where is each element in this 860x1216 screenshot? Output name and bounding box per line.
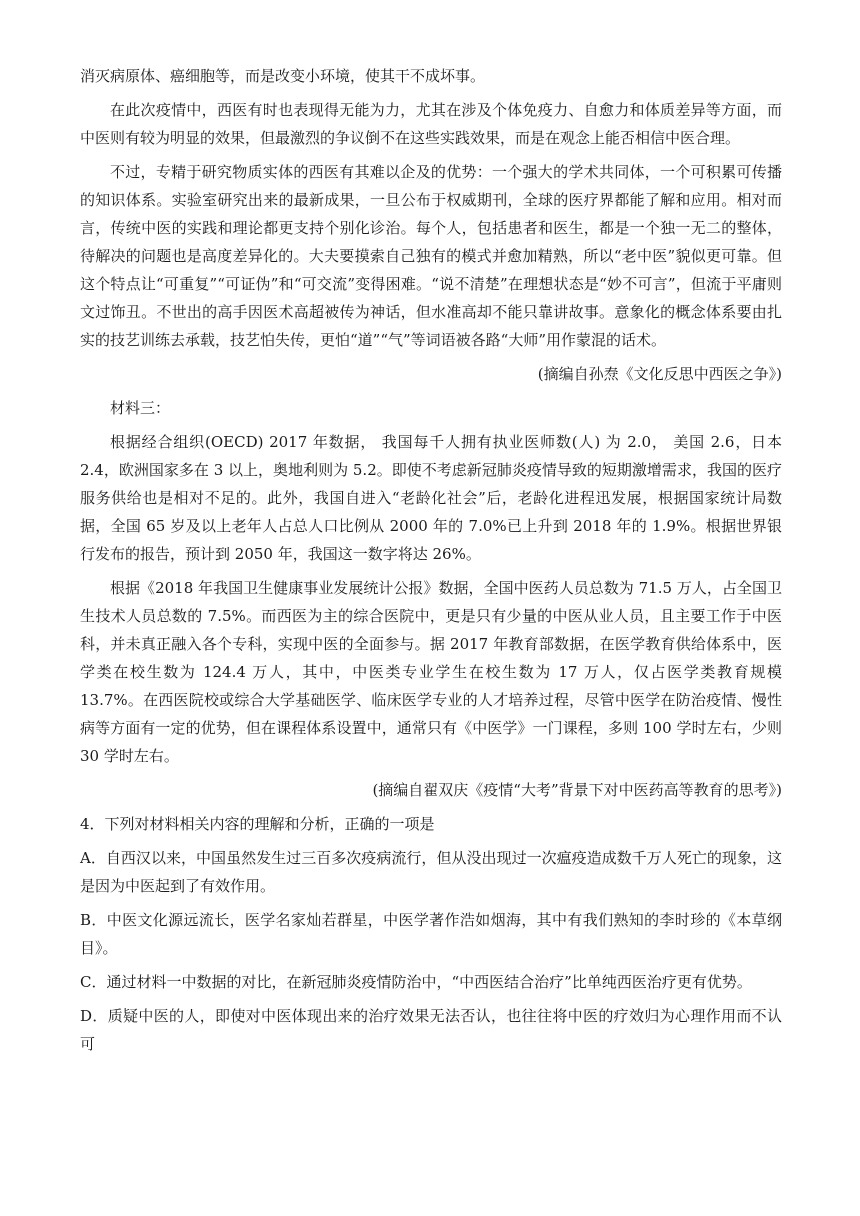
option-c: C．通过材料一中数据的对比，在新冠肺炎疫情防治中，“中西医结合治疗”比单纯西医治疗更有优势。 [80, 973, 752, 991]
paragraph-western-medicine: 不过，专精于研究物质实体的西医有其难以企及的优势：一个强大的学术共同体，一个可积累可传播的知识体系。实验室研究出来的最新成果，一旦公布于权威期刊，全球的医疗界都能了解和应用。相对而言，传统中医的实践和理论都更支持个别化诊治。每个人，包括患者和医生，都是一个独一无二的整体，待解决的问题也是高度差异化的。大夫要摸索自己独有的模式并愈加精熟，所以“老中医”貌似更可靠。但这个特点让“可重复”“可证伪”和“可交流”变得困难。“说不清楚”在理想状态是“妙不可言”，但流于平庸则文过饰丑。不世出的高手因医术高超被传为神话，但水准高却不能只靠讲故事。意象化的概念体系要由扎实的技艺训练去承载，技艺怕失传，更怕“道”“气”等词语被各路“大师”用作蒙混的话术。 [80, 163, 782, 349]
paragraph-oecd-data: 根据经合组织(OECD) 2017 年数据， 我国每千人拥有执业医师数(人) 为 2.0， 美国 2.6，日本 2.4，欧洲国家多在 3 以上，奥地利则为 5.2。即使不考虑新冠肺炎疫情导致的短期激增需求，我国的医疗服务供给也是相对不足的。此外，我国自进入“老龄化社会”后，老龄化进程迅发展，根据国家统计局数据，全国 65 岁及以上老年人占总人口比例从 2000 年的 7.0%已上升到 2018 年的 1.9%。根据世界银行发布的报告，预计到 2050 年，我国这一数字将达 26%。 [80, 433, 782, 563]
source-citation-2: (摘编自翟双庆《疫情“大考”背景下对中医药高等教育的思考》) [372, 781, 782, 799]
question-stem: 4．下列对材料相关内容的理解和分析，正确的一项是 [80, 815, 435, 833]
option-d: D．质疑中医的人，即使对中医体现出来的治疗效果无法否认，也往往将中医的疗效归为心理作用而不认可 [80, 1007, 782, 1053]
material-three-label: 材料三： [110, 399, 171, 417]
option-b: B．中医文化源远流长，医学名家灿若群星，中医学著作浩如烟海，其中有我们熟知的李时珍的《本草纲目》。 [80, 911, 782, 957]
option-a: A．自西汉以来，中国虽然发生过三百多次疫病流行，但从没出现过一次瘟疫造成数千万人死亡的现象，这是因为中医起到了有效作用。 [80, 849, 782, 895]
paragraph-health-bulletin: 根据《2018 年我国卫生健康事业发展统计公报》数据，全国中医药人员总数为 71.5 万人，占全国卫生技术人员总数的 7.5%。而西医为主的综合医院中，更是只有少量的中医从业人员，且主要工作于中医科，并未真正融入各个专科，实现中医的全面参与。据 2017 年教育部数据，在医学教育供给体系中，医学类在校生数为 124.4 万人，其中，中医类专业学生在校生数为 17 万人，仅占医学类教育规模 13.7%。在西医院校或综合大学基础医学、临床医学专业的人才培养过程，尽管中医学在防治疫情、慢性病等方面有一定的优势，但在课程体系设置中，通常只有《中医学》一门课程，多则 100 学时左右，少则 30 学时左右。 [80, 579, 782, 765]
document-page [80, 62, 782, 1064]
paragraph-epidemic: 在此次疫情中，西医有时也表现得无能为力，尤其在涉及个体免疫力、自愈力和体质差异等方面，而中医则有较为明显的效果，但最激烈的争议倒不在这些实践效果，而是在观念上能否相信中医合理。 [80, 101, 782, 147]
paragraph-continuation: 消灭病原体、癌细胞等，而是改变小环境，使其干不成坏事。 [80, 67, 486, 85]
source-citation-1: (摘编自孙焘《文化反思中西医之争》) [537, 365, 782, 383]
